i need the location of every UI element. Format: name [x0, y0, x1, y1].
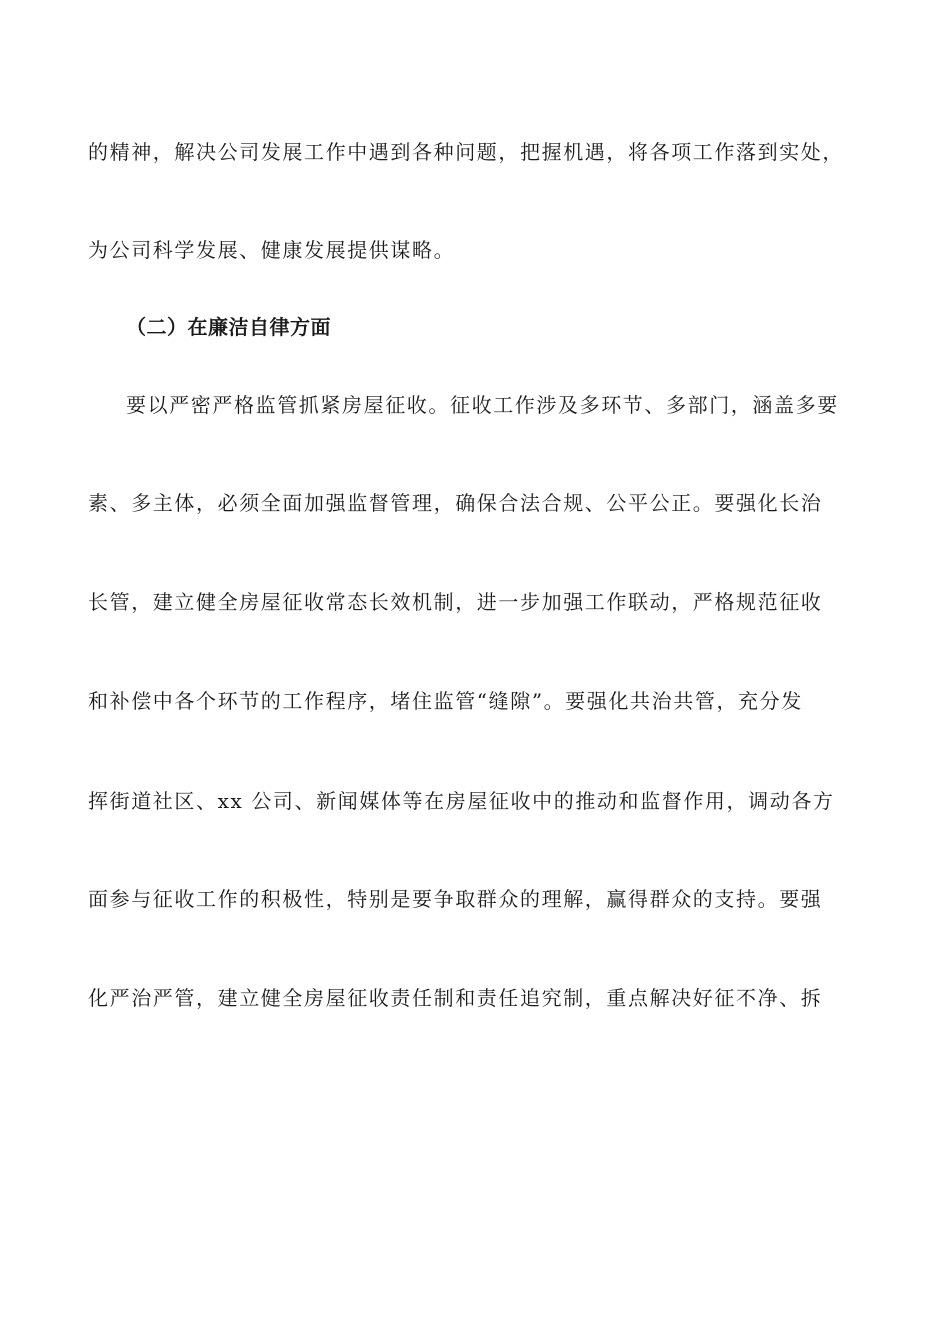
- section-heading: （二）在廉洁自律方面: [126, 315, 331, 339]
- text-line: 的精神，解决公司发展工作中遇到各种问题，把握机遇，将各项工作落到实处，: [88, 140, 844, 164]
- paragraph-line: 素、多主体，必须全面加强监督管理，确保合法合规、公平公正。要强化长治: [88, 491, 823, 515]
- paragraph-line: 面参与征收工作的积极性，特别是要争取群众的理解，赢得群众的支持。要强: [88, 887, 823, 911]
- paragraph-line: 化严治严管，建立健全房屋征收责任制和责任追究制，重点解决好征不净、拆: [88, 986, 823, 1010]
- paragraph-line: 和补偿中各个环节的工作程序，堵住监管“缝隙”。要强化共治共管，充分发: [88, 689, 803, 713]
- paragraph-line: 长管，建立健全房屋征收常态长效机制，进一步加强工作联动，严格规范征收: [88, 590, 823, 614]
- text-line: 为公司科学发展、健康发展提供谋略。: [88, 238, 456, 262]
- paragraph-line: 挥街道社区、xx 公司、新闻媒体等在房屋征收中的推动和监督作用，调动各方: [88, 789, 835, 813]
- paragraph-line: 要以严密严格监管抓紧房屋征收。征收工作涉及多环节、多部门，涵盖多要: [126, 393, 839, 417]
